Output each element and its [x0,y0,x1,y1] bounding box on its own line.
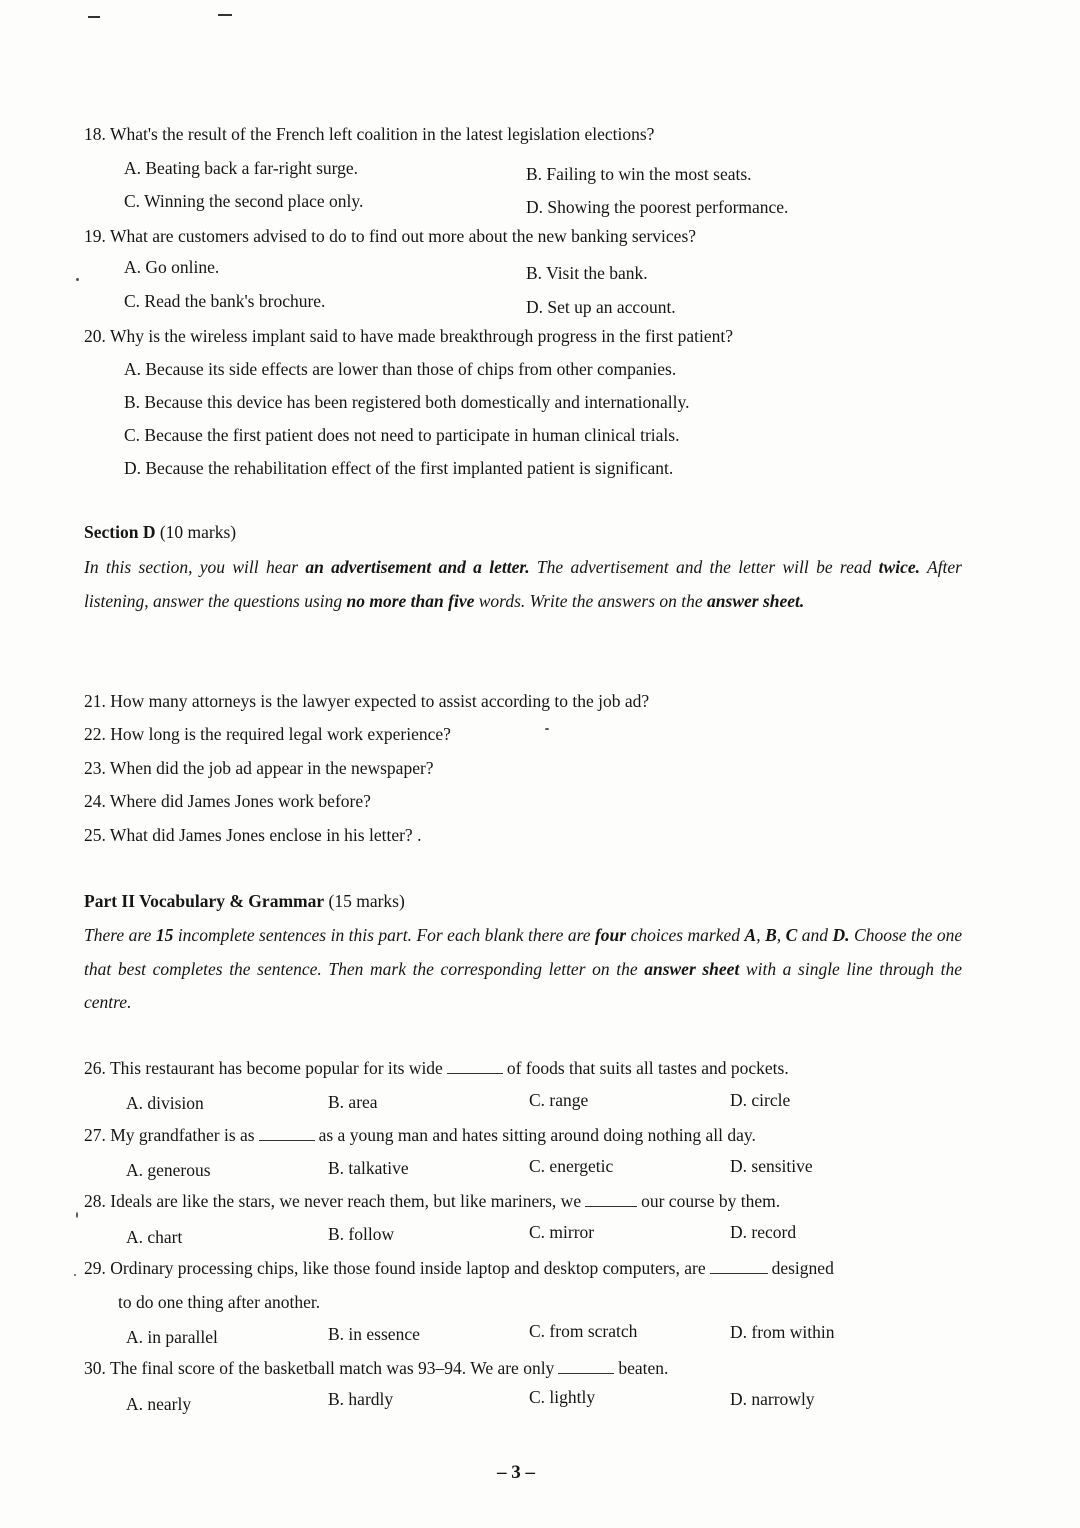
question-19: 19. What are customers advised to do to find out more about the new banking services? [84,226,697,246]
q20-option-d[interactable]: D. Because the rehabilitation effect of the first implanted patient is significant. [124,458,674,478]
section-d-instructions: In this section, you will hear an advertisement and a letter. The advertisement and the letter will be read twice. After listening, answer the questions using no more than five words. Write the answers on the answer sheet. [84,557,962,611]
answer-blank [585,1192,637,1207]
question-22: 22. How long is the required legal work experience? [84,724,451,744]
q29-option-a[interactable]: A. in parallel [126,1327,218,1347]
section-d-marks: (10 marks) [159,522,237,542]
q28-option-c[interactable]: C. mirror [529,1222,595,1242]
q19-option-b[interactable]: B. Visit the bank. [526,263,648,283]
q19-option-d[interactable]: D. Set up an account. [526,297,676,317]
question-20: 20. Why is the wireless implant said to have made breakthrough progress in the first patient? [84,326,733,346]
q29-option-b[interactable]: B. in essence [328,1324,420,1344]
question-29-line-2: to do one thing after another. [118,1292,321,1312]
answer-blank [558,1359,614,1374]
q20-option-a[interactable]: A. Because its side effects are lower than those of chips from other companies. [124,359,677,379]
q18-option-a[interactable]: A. Beating back a far-right surge. [124,158,359,178]
answer-blank [710,1259,768,1274]
part-2-heading [84,891,405,912]
section-d-heading [84,522,236,543]
q18-option-d[interactable]: D. Showing the poorest performance. [526,197,789,217]
answer-blank [447,1059,503,1074]
q30-option-b[interactable]: B. hardly [328,1389,394,1409]
part-2-marks: (15 marks) [328,891,405,911]
q18-option-c[interactable]: C. Winning the second place only. [124,191,364,211]
question-30: 30. The final score of the basketball match was 93–94. We are only beaten. [84,1358,669,1378]
q27-option-b[interactable]: B. talkative [328,1158,409,1178]
question-25: 25. What did James Jones enclose in his letter? . [84,825,422,845]
answer-blank [259,1126,315,1141]
q28-option-d[interactable]: D. record [730,1222,797,1242]
q27-option-a[interactable]: A. generous [126,1160,211,1180]
page-number: – 3 – [497,1462,535,1483]
q18-option-b[interactable]: B. Failing to win the most seats. [526,164,752,184]
question-29: 29. Ordinary processing chips, like those found inside laptop and desktop computers, are designed [84,1258,834,1278]
part-2-instructions: There are 15 incomplete sentences in this part. For each blank there are four choices marked A, B, C and D. Choose the one that best completes the sentence. Then mark the corresponding letter on the answer sheet with a single line through the centre. [84,925,963,1012]
q26-option-c[interactable]: C. range [529,1090,589,1110]
q19-option-c[interactable]: C. Read the bank's brochure. [124,291,326,311]
scan-mark-left [88,16,100,18]
question-24: 24. Where did James Jones work before? [84,791,371,811]
q30-option-c[interactable]: C. lightly [529,1387,596,1407]
q26-option-d[interactable]: D. circle [730,1090,791,1110]
q30-option-d[interactable]: D. narrowly [730,1389,815,1409]
q26-option-a[interactable]: A. division [126,1093,204,1113]
question-26: 26. This restaurant has become popular for its wide of foods that suits all tastes and pockets. [84,1058,789,1078]
scan-speck [76,1212,78,1218]
question-20-text: Why is the wireless implant said to have made breakthrough progress in the first patient? [109,326,733,346]
q27-option-d[interactable]: D. sensitive [730,1156,813,1176]
question-18-text: What's the result of the French left coalition in the latest legislation elections? [109,124,655,144]
q27-option-c[interactable]: C. energetic [529,1156,614,1176]
q28-option-a[interactable]: A. chart [126,1227,183,1247]
q30-option-a[interactable]: A. nearly [126,1394,192,1414]
scan-speck [76,278,79,281]
q29-option-c[interactable]: C. from scratch [529,1321,638,1341]
q28-option-b[interactable]: B. follow [328,1224,395,1244]
question-19-text: What are customers advised to do to find out more about the new banking services? [109,226,697,246]
scan-mark-right [218,14,232,16]
question-18: 18. What's the result of the French left coalition in the latest legislation elections? [84,124,655,144]
question-21: 21. How many attorneys is the lawyer expected to assist according to the job ad? [84,691,650,711]
q26-option-b[interactable]: B. area [328,1092,378,1112]
question-23: 23. When did the job ad appear in the newspaper? [84,758,434,778]
section-d-title: Section D [84,522,156,542]
q20-option-c[interactable]: C. Because the first patient does not need to participate in human clinical trials. [124,425,680,445]
q20-option-b[interactable]: B. Because this device has been registered both domestically and internationally. [124,392,690,412]
part-2-title: Part II Vocabulary & Grammar [84,891,325,911]
q29-option-d[interactable]: D. from within [730,1322,835,1342]
scan-speck [74,1274,76,1276]
question-27: 27. My grandfather is as as a young man and hates sitting around doing nothing all day. [84,1125,756,1145]
q19-option-a[interactable]: A. Go online. [124,257,220,277]
question-28: 28. Ideals are like the stars, we never reach them, but like mariners, we our course by them. [84,1191,781,1211]
scan-speck [545,728,549,730]
